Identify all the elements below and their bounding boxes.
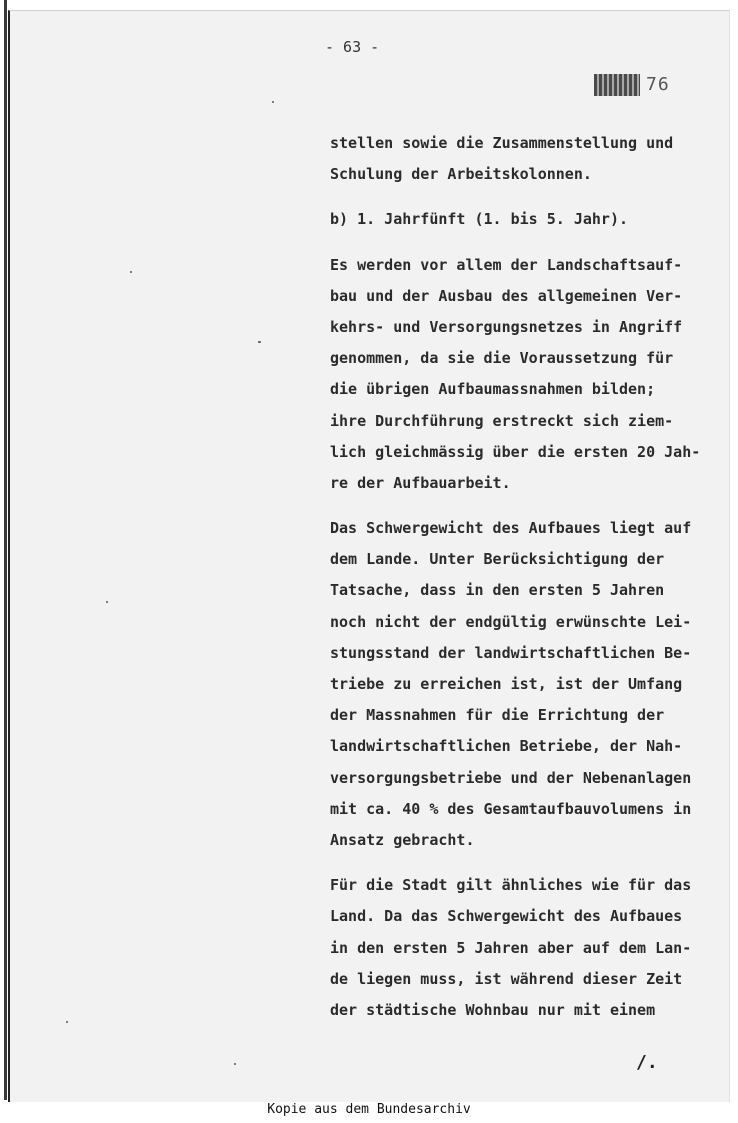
- text-line: ihre Durchführung erstreckt sich ziem-: [330, 411, 674, 430]
- text-line: b) 1. Jahrfünft (1. bis 5. Jahr).: [330, 210, 629, 229]
- text-line: die übrigen Aufbaumassnahmen bilden;: [330, 380, 656, 399]
- typed-text-body: [330, 128, 728, 1026]
- text-line: lich gleichmässig über die ersten 20 Jah-: [330, 442, 701, 461]
- text-line: bau und der Ausbau des allgemeinen Ver-: [330, 286, 683, 305]
- text-line: mit ca. 40 % des Gesamtaufbauvolumens in: [330, 799, 692, 818]
- paragraph-gap: [330, 190, 728, 204]
- text-line: Das Schwergewicht des Aufbaues liegt auf: [330, 519, 692, 538]
- paragraph: [330, 204, 728, 235]
- text-line: genommen, da sie die Voraussetzung für: [330, 349, 674, 368]
- text-line: Für die Stadt gilt ähnliches wie für das: [330, 876, 692, 895]
- text-line: landwirtschaftlichen Betriebe, der Nah-: [330, 737, 683, 756]
- text-line: kehrs- und Versorgungsnetzes in Angriff: [330, 317, 683, 336]
- text-line: versorgungsbetriebe und der Nebenanlagen: [330, 768, 692, 787]
- text-line: dem Lande. Unter Berücksichtigung der: [330, 550, 665, 569]
- archive-stamp: [594, 74, 670, 96]
- paragraph: [330, 513, 728, 856]
- text-line: Tatsache, dass in den ersten 5 Jahren: [330, 581, 665, 600]
- archive-footer: Kopie aus dem Bundesarchiv: [267, 1102, 471, 1117]
- archive-number: 76: [646, 74, 670, 95]
- text-line: de liegen muss, ist während dieser Zeit: [330, 969, 683, 988]
- text-line: re der Aufbauarbeit.: [330, 473, 511, 492]
- page-edge-rule: [4, 0, 7, 1100]
- text-line: stungsstand der landwirtschaftlichen Be-: [330, 643, 692, 662]
- ink-speck: [272, 101, 274, 103]
- text-line: der Massnahmen für die Errichtung der: [330, 706, 665, 725]
- paragraph-gap: [330, 236, 728, 250]
- text-line: triebe zu erreichen ist, ist der Umfang: [330, 675, 683, 693]
- paragraph-gap: [330, 499, 728, 513]
- text-line: Es werden vor allem der Landschaftsauf-: [330, 255, 683, 274]
- text-line: der städtische Wohnbau nur mit einem: [330, 1000, 656, 1019]
- text-line: Schulung der Arbeitskolonnen.: [330, 165, 592, 184]
- text-line: stellen sowie die Zusammenstellung und: [330, 134, 674, 152]
- ink-speck: [130, 271, 132, 273]
- ink-speck: [234, 1063, 236, 1065]
- paragraph-gap: [330, 856, 728, 870]
- continuation-mark: /.: [636, 1052, 658, 1073]
- ink-speck: [66, 1021, 68, 1023]
- paragraph: [330, 870, 728, 1026]
- ink-speck: [106, 601, 108, 603]
- page-number: - 63 -: [325, 38, 380, 56]
- paragraph: [330, 250, 728, 500]
- text-line: Land. Da das Schwergewicht des Aufbaues: [330, 907, 683, 926]
- text-line: noch nicht der endgültig erwünschte Lei-: [330, 612, 692, 631]
- stamp-blot: [594, 74, 640, 96]
- text-line: Ansatz gebracht.: [330, 830, 475, 849]
- paragraph: [330, 128, 728, 190]
- ink-speck: [258, 341, 261, 343]
- text-line: in den ersten 5 Jahren aber auf dem Lan-: [330, 938, 692, 957]
